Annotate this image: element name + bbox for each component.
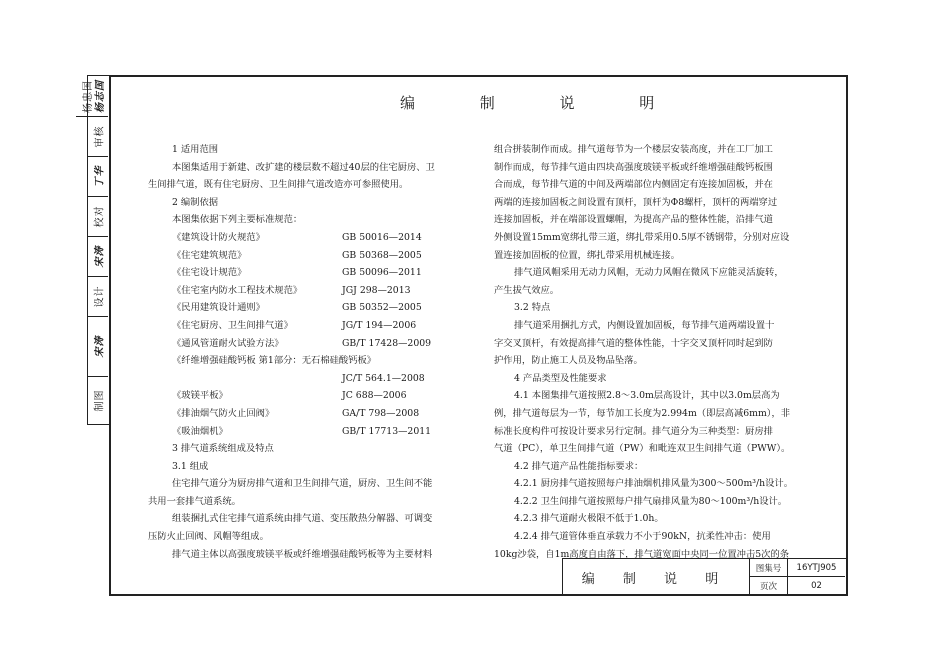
paragraph-line: 连接加固板，并在端部设置螺帽，为提高产品的整体性能，沿排气道 — [494, 214, 773, 226]
side-cell-3 — [88, 156, 108, 197]
standard-row — [166, 387, 435, 405]
paragraph-line: 外侧设置15mm宽绑扎带三道，绑扎带采用0.5厚不锈钢带，分别对应设 — [494, 231, 790, 243]
paragraph-line: 护作用，防止施工人员及物品坠落。 — [494, 355, 643, 367]
standard-name: 《民用建筑设计通则》 — [172, 302, 265, 314]
paragraph-line: 本图集适用于新建、改扩建的楼层数不超过40层的住宅厨房、卫 — [172, 161, 435, 173]
paragraph-line: 住宅排气道分为厨房排气道和卫生间排气道，厨房、卫生间不能 — [172, 478, 433, 490]
page-number: 02 — [787, 577, 845, 595]
paragraph-line: 共用一套排气道系统。 — [148, 495, 241, 507]
standard-code: GB 50352—2005 — [342, 302, 422, 314]
standard-row — [166, 282, 435, 300]
section-heading: 1 适用范围 — [172, 144, 219, 155]
standard-code: JC/T 564.1—2008 — [342, 372, 425, 384]
standard-name: 《吸油烟机》 — [172, 425, 228, 437]
title-block — [562, 558, 846, 594]
standard-code: GB/T 17428—2009 — [342, 337, 432, 349]
standard-name: 《住宅室内防水工程技术规范》 — [172, 284, 303, 296]
paragraph-line: 排气道风帽采用无动力风帽，无动力风帽在微风下应能灵活旋转， — [514, 267, 784, 279]
section-heading: 3.1 组成 — [172, 460, 209, 472]
standard-row — [166, 405, 435, 423]
paragraph-line: 4.1 本图集排气道按照2.8～3.0m层高设计，其中以3.0m层高为 — [514, 390, 780, 402]
paragraph-line: 两端的连接加固板之间设置有顶杆，顶杆为Φ8螺杆，顶杆的两端穿过 — [494, 196, 778, 208]
standard-name: 《玻镁平板》 — [172, 390, 228, 402]
paragraph-line: 字交叉顶杆，有效提高排气道的整体性能，十字交叉顶杆同时起到防 — [494, 337, 773, 349]
paragraph-line: 4.2.2 卫生间排气道按照每户排气扇排风量为80～100m³/h设计。 — [514, 495, 788, 507]
standard-name: 《通风管道耐火试验方法》 — [172, 337, 284, 349]
standard-code: GA/T 798—2008 — [342, 407, 420, 419]
paragraph-line: 4.2.1 厨房排气道按照每户排油烟机排风量为300～500m³/h设计。 — [514, 478, 793, 490]
paragraph-line: 生间排气道，既有住宅厨房、卫生间排气道改造亦可参照使用。 — [148, 179, 409, 191]
paragraph-line: 例，排气道每层为一节，每节加工长度为2.994m（即层高减6mm），非 — [494, 407, 791, 419]
section-heading: 3 排气道系统组成及特点 — [172, 443, 274, 455]
standard-row — [166, 247, 435, 265]
signature-column — [82, 75, 109, 425]
left-column — [148, 141, 435, 563]
side-cell-0 — [76, 76, 96, 117]
paragraph-line: 排气道采用捆扎方式，内侧设置加固板，每节排气道两端设置十 — [514, 319, 775, 331]
side-label-draw: 制图 — [94, 389, 106, 411]
standard-code: GB 50016—2014 — [342, 231, 422, 243]
paragraph-line: 产生拔气效应。 — [494, 284, 560, 296]
side-cell-5 — [88, 236, 108, 277]
side-cell-7 — [88, 316, 108, 377]
side-label-review: 审核 — [94, 125, 106, 147]
standard-row — [166, 299, 435, 317]
standard-row — [166, 229, 435, 247]
standard-row — [166, 264, 435, 282]
standard-row — [166, 335, 435, 353]
standard-name: 《住宅建筑规范》 — [172, 249, 247, 261]
paragraph-line: 气道（PC），单卫生间排气道（PW）和毗连双卫生间排气道（PWW）。 — [494, 443, 791, 455]
section-heading: 2 编制依据 — [172, 196, 219, 208]
standard-code: GB/T 17713—2011 — [342, 425, 432, 437]
atlas-number: 16YTJ905 — [787, 559, 845, 577]
side-label-check: 校对 — [94, 205, 106, 227]
standard-name: 《住宅厨房、卫生间排气道》 — [172, 319, 293, 331]
paragraph-line: 10kg沙袋，自1m高度自由落下，排气道宽面中央同一位置冲击5次的条 — [494, 548, 790, 560]
signature-5: 宋涛 — [94, 245, 106, 267]
atlas-label: 图集号 — [749, 559, 787, 577]
side-cell-6 — [88, 276, 108, 317]
side-cell-4 — [88, 196, 108, 237]
paragraph-line: 标准长度构件可按设计要求另行定制。排气道分为三种类型：厨房排 — [494, 425, 773, 437]
paragraph-line: 排气道主体以高强度玻镁平板或纤维增强硅酸钙板等为主要材料 — [172, 548, 433, 560]
paragraph-line: 4 产品类型及性能要求 — [514, 372, 607, 384]
paragraph-line: 压防火止回阀、风帽等组成。 — [148, 531, 269, 543]
paragraph-line: 组装捆扎式住宅排气道系统由排气道、变压散热分解器、可调变 — [172, 513, 433, 525]
standard-name: 《排油烟气防火止回阀》 — [172, 407, 275, 419]
paragraph-line: 置连接加固板的位置，绑扎带采用机械连接。 — [494, 249, 680, 261]
standard-name: 《住宅设计规范》 — [172, 267, 247, 279]
paragraph-line: 3.2 特点 — [514, 302, 551, 314]
standard-code: GB 50368—2005 — [342, 249, 422, 261]
signature-1: 杨志国 — [94, 79, 106, 113]
side-label-0: 杨忠国 — [82, 79, 94, 113]
paragraph-line: 4.2.4 排气道管体垂直承载力不小于90kN，抗柔性冲击：使用 — [514, 531, 771, 543]
title-block-name: 编 制 说 明 — [581, 571, 731, 587]
signature-7: 宋涛 — [94, 335, 106, 357]
side-cell-2 — [88, 116, 108, 157]
paragraph-line: 本图集依据下列主要标准规范： — [172, 214, 303, 226]
page-title: 编 制 说 明 — [400, 94, 685, 112]
paragraph-line: 合而成，每节排气道的中间及两端部位内侧固定有连接加固板，并在 — [494, 179, 773, 191]
standard-name: 《建筑设计防火规范》 — [172, 231, 265, 243]
paragraph-line: 组合拼装制作而成。排气道每节为一个楼层安装高度，并在工厂加工 — [494, 144, 773, 155]
standard-code: JC 688—2006 — [342, 390, 407, 402]
side-label-design: 设计 — [94, 285, 106, 307]
right-column — [494, 141, 793, 563]
side-cell-8 — [88, 376, 108, 424]
paragraph-line: 制作而成，每节排气道由四块高强度玻镁平板或纤维增强硅酸钙板围 — [494, 161, 773, 173]
standard-code: GB 50096—2011 — [342, 267, 422, 279]
standard-code: JG/T 194—2006 — [342, 319, 417, 331]
signature-3: 丁华 — [94, 165, 106, 187]
standard-name-long: 《纤维增强硅酸钙板 第1部分：无石棉硅酸钙板》 — [172, 355, 377, 367]
paragraph-line: 4.2.3 排气道耐火极限不低于1.0h。 — [514, 513, 664, 525]
page-label: 页次 — [749, 577, 787, 595]
standard-row — [166, 423, 435, 441]
standard-code: JGJ 298—2013 — [342, 284, 411, 296]
paragraph-line: 4.2 排气道产品性能指标要求： — [514, 460, 644, 472]
standard-row — [166, 317, 435, 335]
